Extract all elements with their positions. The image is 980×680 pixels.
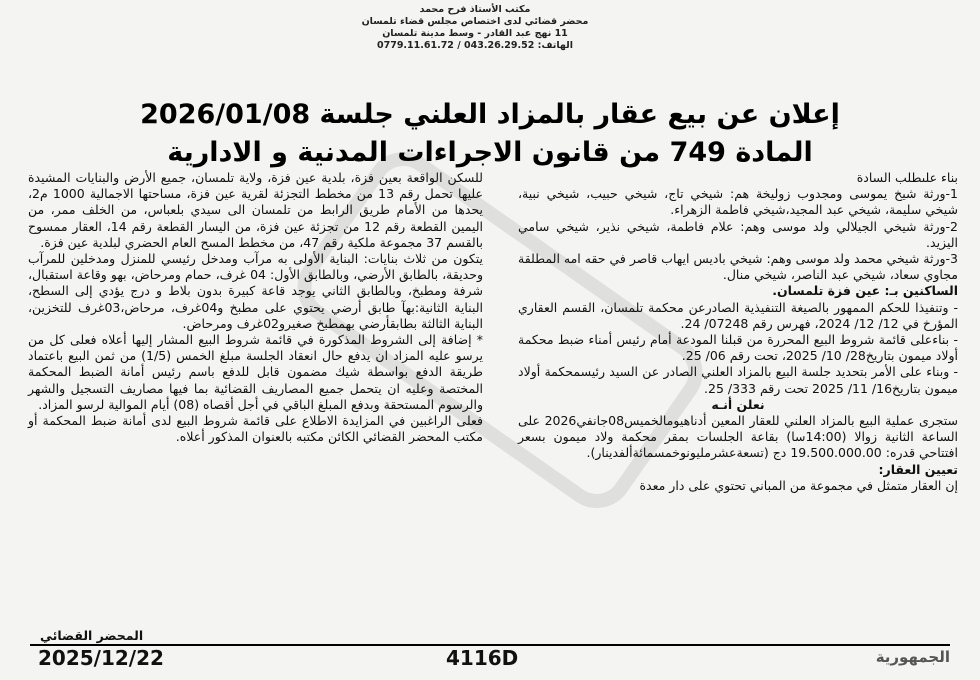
title-line-1: إعلان عن بيع عقار بالمزاد العلني جلسة 2026/01/08	[140, 99, 840, 130]
newspaper-logo: الجمهورية	[875, 648, 950, 666]
paragraph: يتكون من ثلاث بنايات: البناية الأولى به مرآب ومدخل رئيسي للمنزل ومدخلين للمرآب وحديقة، بالطابق الأرضي، وبالطابق الأول: 04 غرف، حمام ومرحاض، بهو وقاعة استقبال، شرفة ومطبخ، وبالطابق الثاني يوجد قاعة كبيرة بدون بلاط و درج يؤدي إلى السطح، البناية الثانية:بهآ طابق أرضي يحتوي على مطبخ و04غرف، مرحاض،03غرف للتخزين، البناية الثالثة بطابقأرضي بهمطبخ صغيرو02غرف ومرحاض.	[28, 251, 483, 331]
office-phone: الهاتف: 043.26.29.52 / 0779.11.61.72	[376, 40, 573, 51]
section-heading: تعيين العقار:	[878, 461, 958, 477]
announcement-code: 4116D	[446, 646, 519, 670]
signature-label: المحضر القضائي	[40, 628, 144, 643]
paragraph: للسكن الواقعة بعين فزة، بلدية عين فزة، ولاية تلمسان، جميع الأرض والبنايات المشيدة عليها تحمل رقم 13 من مخطط التجزئة لقرية عين فزة، مساحتها الاجمالية 1000 م2، يحدها من الأمام طريق الرابط من تلمسان الى سيدي بلعباس، من الخلف ممر، من اليمين القطعة رقم 12 من تجزئة عين فزة، من اليسار القطعة رقم 14، العقار ممسوح بالقسم 37 مجموعة ملكية رقم 47، من مخطط المسح العام الحضري لبلدية عين فزة.	[28, 170, 483, 250]
title-line-2: المادة 749 من قانون الاجراءات المدنية و الادارية	[167, 137, 813, 168]
paragraph: * إضافة إلى الشروط المذكورة في قائمة شروط البيع المشار إليها أعلاه فعلى كل من يرسو عليه المزاد ان يدفع حال انعقاد الجلسة مبلغ الخمس (1/5) من ثمن البيع باعتماد طريقة الدفع بواسطة شيك مضمون قابل للدفع باسم رئيس أمانة الضبط المحكمة المختصة وعليه ان يتحمل جميع المصاريف القضائية بما فيها مصاريف التسجيل والشهر والرسوم المستحقة وبدفع المبلغ الباقي في أجل أقصاه (08) أيام الموالية لرسو المزاد.	[28, 332, 483, 412]
office-name: مكتب الأستاذ فرح محمد	[419, 4, 531, 15]
section-heading: نعلن أنـه	[711, 396, 765, 412]
right-column	[518, 170, 958, 494]
paragraph: إن العقار متمثل في مجموعة من المباني تحتوي على دار معدة	[639, 477, 958, 493]
paragraph: بناء علىطلب السادة	[856, 170, 958, 185]
office-jurisdiction: محضر قضائي لدى اختصاص مجلس قضاء تلمسان	[361, 16, 589, 27]
paragraph: فعلى الراغبين في المزايدة الاطلاع على قائمة شروط البيع لدى أمانة ضبط المحكمة أو مكتب المحضر القضائي الكائن مكتبه بالعنوان المذكور أعلاه.	[28, 413, 483, 445]
paragraph: 3-ورثة شيخي محمد ولد موسى وهم: شيخي باديس ايهاب قاصر في حقه امه المطلقة مجاوي سعاد، شيخي عبد الناصر، شيخي منال.	[518, 251, 958, 283]
announcement-title	[120, 96, 860, 172]
paragraph: - بناءعلى قائمة شروط البيع المحررة من قبلنا المودعة أمام رئيس أمناء ضبط محكمة أولاد ميمون بتاريخ28/ 10/ 2025، تحت رقم 06/ 25.	[518, 332, 958, 364]
paragraph: - وتنفيذا للحكم الممهور بالصيغة التنفيذية الصادرعن محكمة تلمسان، القسم العقاري المؤرخ في 12/ 12/ 2024، فهرس رقم 07248/ 24.	[518, 299, 958, 331]
office-header	[330, 4, 620, 52]
publication-date: 2025/12/22	[38, 646, 164, 670]
paragraph: 2-ورثة شيخي الجيلالي ولد موسى وهم: علام فاطمة، شيخي نذير، شيخي سامي اليزيد.	[518, 218, 958, 250]
office-address: 11 نهج عبد القادر - وسط مدينة تلمسان	[382, 28, 568, 39]
paragraph: الساكنين بـ: عين فزة تلمسان.	[772, 283, 958, 299]
paragraph: - وبناء على الأمر بتحديد جلسة البيع بالمزاد العلني الصادر عن السيد رئيسمحكمة أولاد ميمون بتاريخ16/ 11/ 2025 تحت رقم 333/ 25.	[518, 364, 958, 396]
left-column	[28, 170, 483, 445]
paragraph: ستجرى عملية البيع بالمزاد العلني للعقار المعين أدناهيومالخميس08جانفي2026 على الساعة الثانية زوالا (14:00سا) بقاعة الجلسات بمقر محكمة ولاد ميمون بسعر افتتاحي قدره: 19.500.000.00 دج (تسعةعشرمليونوخمسمائةألفدينار).	[518, 413, 959, 461]
paragraph: 1-ورثة شيخ يموسى ومجدوب زوليخة هم: شيخي تاج، شيخي حبيب، شيخي نبية، شيخي سليمة، شيخي عبد المجيد،شيخي فاطمة الزهراء.	[518, 186, 958, 218]
